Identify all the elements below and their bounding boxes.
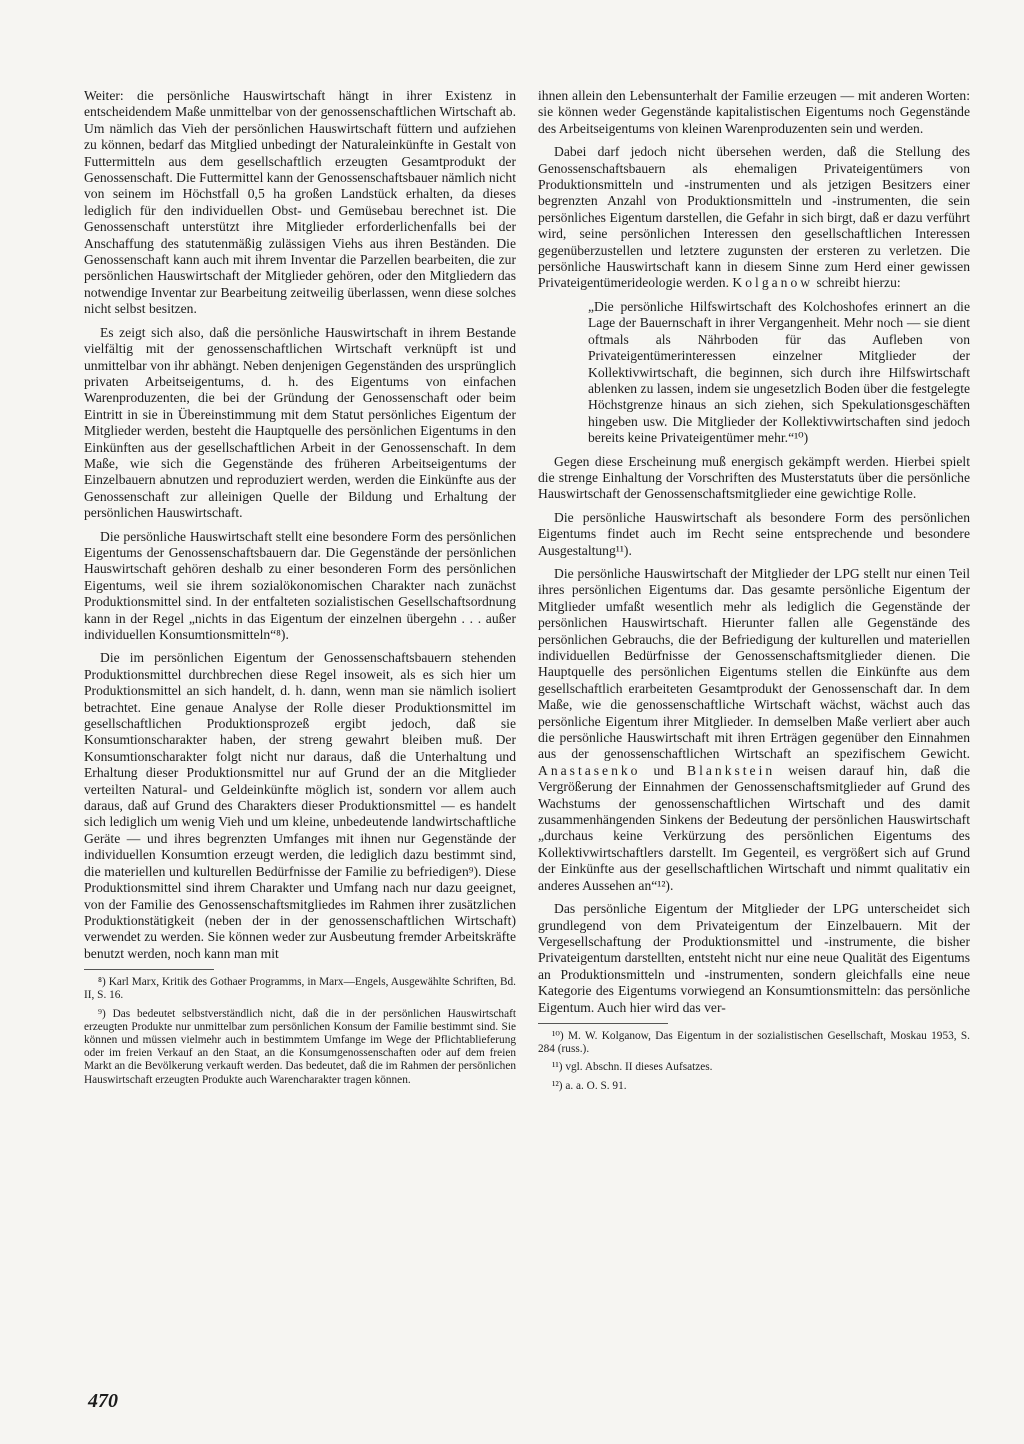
footnote: ⁸) Karl Marx, Kritik des Gothaer Programms, in Marx—Engels, Ausgewählte Schriften, Bd. II, S. 16. [84, 976, 516, 1002]
author-name: Kolganow [732, 275, 814, 291]
author-name: Anastasenko [538, 762, 641, 778]
paragraph [538, 144, 970, 292]
paragraph: ihnen allein den Lebensunterhalt der Familie erzeugen — mit anderen Worten: sie können weder Gegenstände kapitalistischen Eigentums noch Gegenstände des Arbeitseigentums von kleinen Warenproduzenten sein und werden. [538, 88, 970, 136]
footnote-divider [84, 969, 214, 970]
footnote: ¹⁰) M. W. Kolganow, Das Eigentum in der sozialistischen Gesellschaft, Moskau 1953, S. 284 (russ.). [538, 1029, 970, 1056]
paragraph-text: und [653, 762, 674, 778]
paragraph: Die persönliche Hauswirtschaft stellt eine besondere Form des persönlichen Eigentums der Genossenschaftsbauern dar. Die Gegenstände der persönlichen Hauswirtschaft gehören deshalb zu einer besonderen Form des persönlichen Eigentums, weil sie ihrem sozialökonomischen Charakter nach zunächst Produktionsmittel sind. In der entfalteten sozialistischen Gesellschaftsordnung kann in der Regel „nichts in das Eigentum der einzelnen übergehn . . . außer individuellen Konsumtionsmitteln“⁸). [84, 528, 516, 642]
footnote-divider [538, 1023, 668, 1024]
paragraph-text: Die persönliche Hauswirtschaft der Mitglieder der LPG stellt nur einen Teil ihres persönlichen Eigentums dar. Das gesamte persönliche Eigentum der Mitglieder umfaßt wesentlich mehr als lediglich die Gegenstände der persönlichen Hauswirtschaft. Hierunter fallen alle Gegenstände des persönlichen Gebrauchs, die der Befriedigung der kulturellen und materiellen individuellen Bedürfnisse der Genossenschaftsmitglieder dienen. Die Hauptquelle des persönlichen Eigentums stellen die Einkünfte aus dem gesellschaftlich erarbeiteten Gesamtprodukt der Genossenschaft dar. In dem Maße, wie die genossenschaftliche Wirtschaft wächst, wächst auch das persönliche Eigentum ihrer Mitglieder. In demselben Maße verliert aber auch die persönliche Hauswirtschaft mit ihren Erträgen gegenüber den Einnahmen aus der genossenschaftlichen Wirtschaft an spezifischem Gewicht. [538, 565, 970, 762]
footnote: ¹²) a. a. O. S. 91. [552, 1079, 627, 1092]
paragraph: Das persönliche Eigentum der Mitglieder der LPG unterscheidet sich grundlegend von dem Privateigentum der Einzelbauern. Mit der Vergesellschaftung der Produktionsmittel und -instrumente, die bisher Privateigentum darstellten, entsteht nicht nur eine neue Qualität des Eigentums an Produktionsmitteln und -instrumenten, sondern gleichfalls eine neue Kategorie des Eigentums vorwiegend an Konsumtionsmitteln: das persönliche Eigentum. Auch hier wird das ver- [538, 901, 970, 1015]
paragraph: Weiter: die persönliche Hauswirtschaft hängt in ihrer Existenz in entscheidendem Maße unmittelbar von der genossenschaftlichen Wirtschaft ab. Um nämlich das Vieh der persönlichen Hauswirtschaft füttern und aufziehen zu können, bedarf das Mitglied unbedingt der Naturaleinkünfte in Gestalt von Futtermitteln aus dem gesellschaftlich erzeugten Gesamtprodukt der Genossenschaft. Die Futtermittel kann der Genossenschaftsbauer nämlich nicht von seinem im Höchstfall 0,5 ha großen Landstück erhalten, da dieses lediglich für den individuellen Obst- und Gemüsebau berechnet ist. Die Genossenschaft unterstützt ihre Mitglieder erforderlichenfalls bei der Anschaffung des statutenmäßig zulässigen Viehs aus ihren Beständen. Die Genossenschaft kann auch mit ihrem Inventar die Parzellen bearbeiten, die zur persönlichen Hauswirtschaft der Mitglieder gehören, oder den Mitgliedern das notwendige Inventar zur Bearbeitung zeitweilig überlassen, wenn diese solches nicht selbst besitzen. [84, 88, 516, 317]
paragraph: Die im persönlichen Eigentum der Genossenschaftsbauern stehenden Produktionsmittel durchbrechen diese Regel insoweit, als es sich hier um Produktionsmittel an sich handelt, d. h. dann, wenn man sie nämlich isoliert betrachtet. Eine genaue Analyse der Rolle dieser Produktionsmittel im gesellschaftlichen Produktionsprozeß ergibt jedoch, daß sie Konsumtionscharakter haben, der streng gewahrt bleiben muß. Der Konsumtionscharakter folgt nicht nur daraus, daß die Unterhaltung und Erhaltung dieser Produktionsmittel nur auf Grund der an die Mitglieder verteilten Natural- und Geldeinkünfte möglich ist, sondern vor allem auch daraus, daß auf Grund des Charakters dieser Produktionsmittel — es handelt sich lediglich um wenig Vieh und um kleine, unbedeutende landwirtschaftliche Geräte — und ihres begrenzten Umfanges mit ihnen nur Gegenstände der individuellen Konsumtion erzeugt werden, die lediglich dazu bestimmt sind, die materiellen und kulturellen Bedürfnisse der Familie zu befriedigen⁹). Diese Produktionsmittel sind ihrem Charakter und Umfang nach nur dazu geeignet, von der Familie des Genossenschaftsmitgliedes im Rahmen ihrer zusätzlichen Produktionstätigkeit (neben der in der genossenschaftlichen Wirtschaft) verwendet zu werden. Sie können weder zur Ausbeutung fremder Arbeitskräfte benutzt werden, noch kann man mit [84, 650, 516, 961]
footnote: ⁹) Das bedeutet selbstverständlich nicht, daß die in der persönlichen Hauswirtschaft erzeugten Produkte nur unmittelbar zum persönlichen Konsum der Familie bestimmt sind. Sie können und müssen vielmehr auch in bestimmtem Umfange im Wege der Pflichtablieferung oder im freien Verkauf an den Staat, an die Konsumgenossenschaften oder auf dem freien Markt an die Bevölkerung verkauft werden. Das bedeutet, daß die im Rahmen der persönlichen Hauswirtschaft erzeugten Produkte auch Warencharakter tragen können. [84, 1007, 516, 1086]
footnote: ¹¹) vgl. Abschn. II dieses Aufsatzes. [552, 1061, 713, 1074]
paragraph-text: weisen darauf hin, daß die Vergrößerung der Einnahmen der Genossenschaftsmitglieder auf Grund des Wachstums der genossenschaftlichen Wirtschaft und des damit zusammenhängenden Sinkens der Bedeutung der persönlichen Hauswirtschaft „durchaus keine Verkürzung des persönlichen Eigentums des Kollektivwirtschaftlers darstellt. Im Gegenteil, es vergrößert sich auf Grund der Einkünfte aus der gesellschaftlichen Wirtschaft und nimmt qualitativ ein anderes Aussehen an“¹²). [538, 762, 970, 893]
right-column [538, 88, 970, 1098]
left-column [84, 88, 516, 1092]
paragraph [538, 566, 970, 894]
paragraph: Die persönliche Hauswirtschaft als besondere Form des persönlichen Eigentums findet auch im Recht seine entsprechende und besondere Ausgestaltung¹¹). [538, 509, 970, 558]
page-number: 470 [88, 1390, 118, 1412]
block-quote: „Die persönliche Hilfswirtschaft des Kolchoshofes erinnert an die Lage der Bauernschaft in ihrer Vergangenheit. Mehr noch — sie dient oftmals als Nährboden für das Aufleben von Privateigentümerinteressen einzelner Mitglieder der Kollektivwirtschaft, die beginnen, sich durch ihre Hilfswirtschaft ablenken zu lassen, indem sie ungesetzlich Boden über die festgelegte Höchstgrenze hinaus an sich ziehen, sich Spekulationsgeschäften hingeben usw. Die Mitglieder der Kollektivwirtschaften sind jedoch bereits keine Privateigentümer mehr.“¹⁰) [588, 298, 970, 446]
paragraph: Gegen diese Erscheinung muß energisch gekämpft werden. Hierbei spielt die strenge Einhaltung der Vorschriften des Musterstatuts über die persönliche Hauswirtschaft der Genossenschaftsmitglieder eine gewichtige Rolle. [538, 453, 970, 502]
paragraph-text: Dabei darf jedoch nicht übersehen werden, daß die Stellung des Genossenschaftsbauern als ehemaligen Privateigentümers von Produktionsmitteln und -instrumenten und als jetzigen Besitzers einer begrenzten Anzahl von Produktionsmitteln und -instrumenten, die sein persönliches Eigentum darstellen, die Gefahr in sich birgt, daß er dazu verführt wird, seine persönlichen Interessen den gesellschaftlichen Interessen gegenüberzustellen und letztere zugunsten der ersteren zu verletzen. Die persönliche Hauswirtschaft kann in diesem Sinne zum Herd einer gewissen Privateigentümerideologie werden. [538, 144, 970, 291]
paragraph-text: schreibt hierzu: [816, 275, 901, 291]
author-name: Blankstein [687, 762, 776, 778]
paragraph: Es zeigt sich also, daß die persönliche Hauswirtschaft in ihrem Bestande vielfältig mit der genossenschaftlichen Wirtschaft verknüpft ist und unmittelbar von ihr abhängt. Neben denjenigen Gegenständen des ursprünglich privaten Arbeitseigentums, d. h. des Eigentums von einfachen Warenproduzenten, die bei der Gründung der Genossenschaft oder beim Eintritt in sie in Übereinstimmung mit dem Statut persönliches Eigentum der Mitglieder werden, besteht die Hauptquelle des persönlichen Eigentums in den Einkünften aus der gesellschaftlichen Arbeit in der Genossenschaft. In dem Maße, wie sich die Gegenstände des früheren Arbeitseigentums der Einzelbauern abnutzen und reproduziert werden, werden die Einkünfte aus der Genossenschaft zur alleinigen Quelle der Bildung und Erhaltung der persönlichen Hauswirtschaft. [84, 324, 516, 521]
